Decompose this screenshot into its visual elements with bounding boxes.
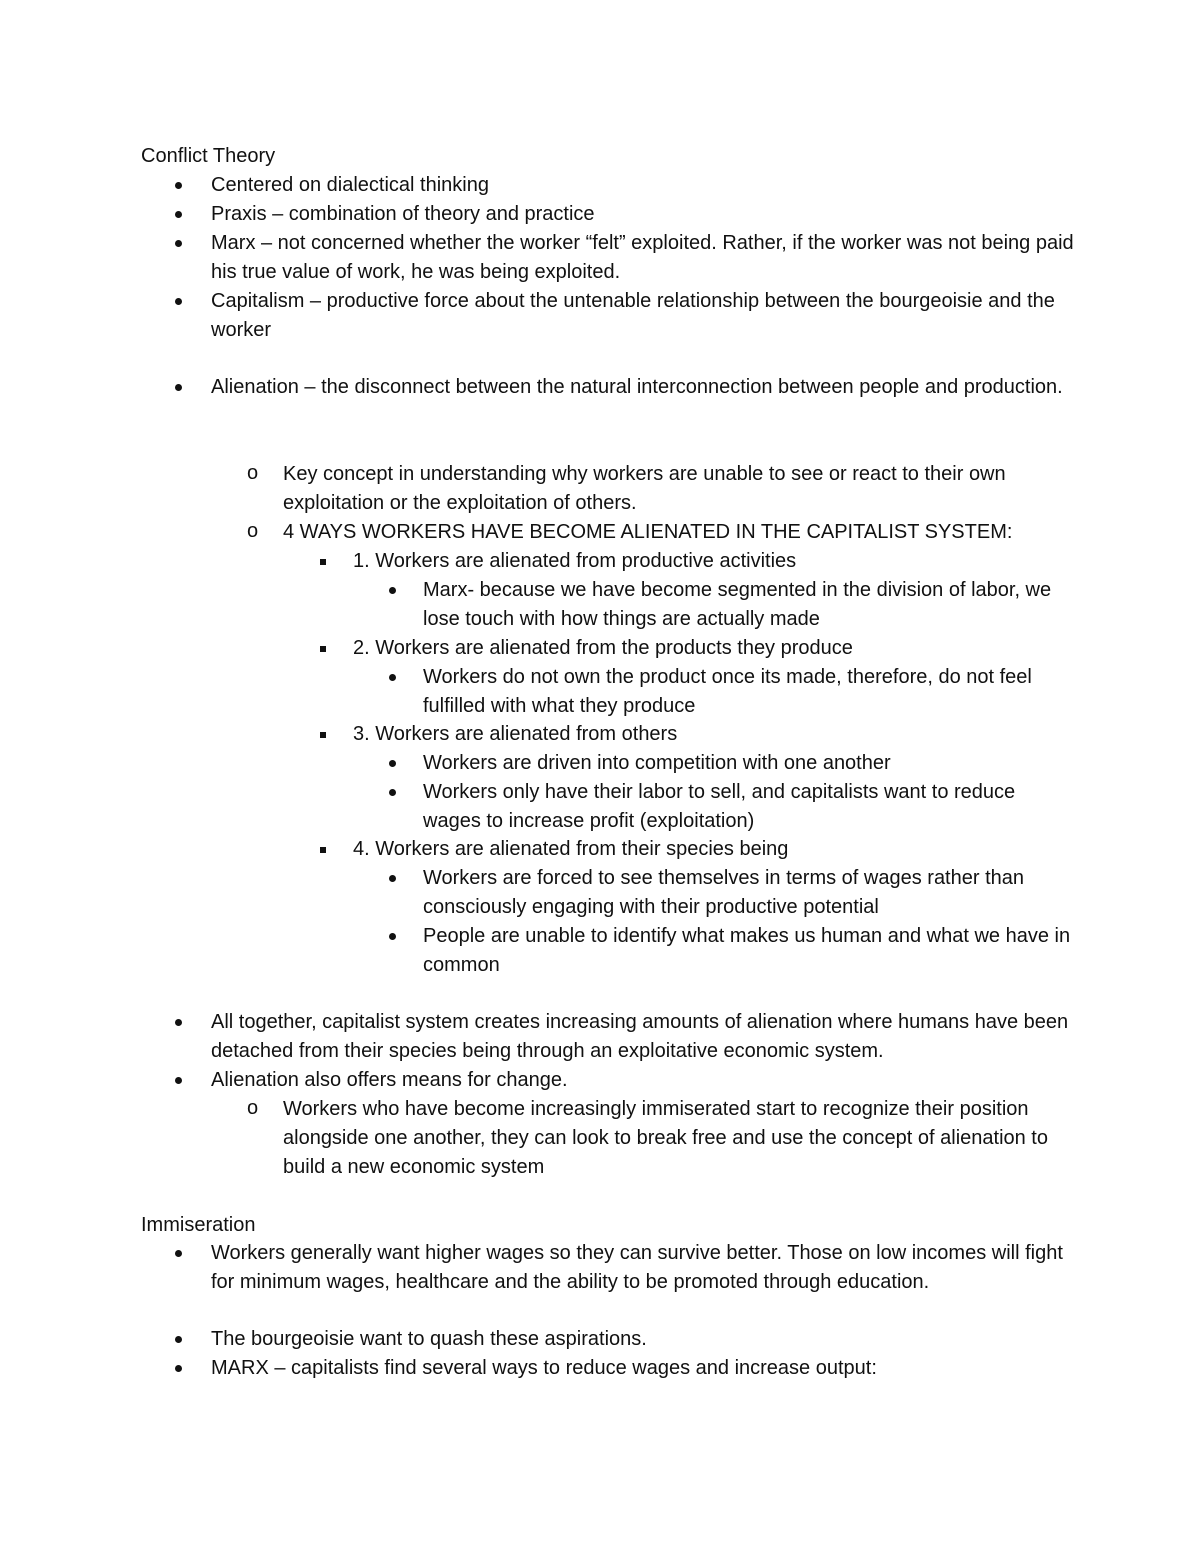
- section-heading-immiseration: Immiseration: [141, 1214, 256, 1236]
- square-bullet-icon: [320, 646, 326, 652]
- bullet-disc-icon: [175, 298, 182, 305]
- bullet-item: [211, 1354, 1071, 1383]
- bullet-item: [211, 1008, 1081, 1066]
- bullet-item: [211, 171, 1091, 200]
- bullet-item: [211, 1066, 1081, 1095]
- bullet-text: Workers generally want higher wages so they can survive better. Those on low incomes will fight for minimum wages, healthcare and the ability to be promoted through education.: [211, 1242, 1063, 1293]
- bullet-text: The bourgeoisie want to quash these aspirations.: [211, 1328, 647, 1350]
- bullet-item: [211, 1239, 1071, 1297]
- bullet-disc-icon: [175, 1365, 182, 1372]
- sub-bullet-text: 4 WAYS WORKERS HAVE BECOME ALIENATED IN THE CAPITALIST SYSTEM:: [283, 521, 1013, 543]
- sub-bullet-item: [247, 1095, 1063, 1182]
- bullet-text: Alienation – the disconnect between the natural interconnection between people and production.: [211, 376, 1063, 398]
- detail-bullet-text: Workers are forced to see themselves in terms of wages rather than consciously engaging with their productive potential: [423, 867, 1025, 918]
- section-heading-conflict-theory: Conflict Theory: [141, 145, 276, 167]
- square-bullet-item: [353, 720, 1073, 749]
- sub-bullet-text: Key concept in understanding why workers are unable to see or react to their own exploitation or the exploitation of others.: [283, 463, 1006, 514]
- bullet-item: [211, 373, 1081, 402]
- detail-bullet-item: [423, 778, 1023, 836]
- bullet-text: MARX – capitalists find several ways to reduce wages and increase output:: [211, 1357, 877, 1379]
- bullet-disc-icon: [175, 1019, 182, 1026]
- bullet-text: Capitalism – productive force about the untenable relationship between the bourgeoisie and the worker: [211, 290, 1055, 341]
- square-bullet-item: [353, 634, 1073, 663]
- bullet-disc-icon: [389, 789, 396, 796]
- bullet-text: Alienation also offers means for change.: [211, 1069, 568, 1091]
- square-bullet-icon: [320, 732, 326, 738]
- detail-bullet-item: [423, 663, 1073, 721]
- bullet-disc-icon: [389, 587, 396, 594]
- bullet-item: [211, 1325, 1071, 1354]
- detail-bullet-text: Workers only have their labor to sell, and capitalists want to reduce wages to increase profit (exploitation): [423, 781, 1016, 832]
- square-bullet-text: 2. Workers are alienated from the products they produce: [353, 637, 853, 659]
- bullet-disc-icon: [389, 674, 396, 681]
- circle-bullet-icon: o: [247, 462, 259, 484]
- detail-bullet-text: Workers are driven into competition with one another: [423, 752, 891, 774]
- bullet-disc-icon: [389, 933, 396, 940]
- square-bullet-item: [353, 547, 1073, 576]
- bullet-disc-icon: [175, 211, 182, 218]
- bullet-text: Marx – not concerned whether the worker “felt” exploited. Rather, if the worker was not being paid his true value of work, he was being exploited.: [211, 232, 1074, 283]
- detail-bullet-text: People are unable to identify what makes us human and what we have in common: [423, 925, 1071, 976]
- sub-bullet-item: [247, 518, 1083, 547]
- bullet-disc-icon: [389, 875, 396, 882]
- bullet-disc-icon: [389, 760, 396, 767]
- bullet-text: Centered on dialectical thinking: [211, 174, 489, 196]
- bullet-text: Praxis – combination of theory and practice: [211, 203, 595, 225]
- bullet-item: [211, 200, 1091, 229]
- square-bullet-text: 4. Workers are alienated from their species being: [353, 838, 789, 860]
- square-bullet-icon: [320, 847, 326, 853]
- sub-bullet-text: Workers who have become increasingly immiserated start to recognize their position alongside one another, they can look to break free and use the concept of alienation to build a new economic system: [283, 1098, 1048, 1178]
- detail-bullet-text: Workers do not own the product once its made, therefore, do not feel fulfilled with what they produce: [423, 666, 1032, 717]
- detail-bullet-text: Marx- because we have become segmented in the division of labor, we lose touch with how things are actually made: [423, 579, 1052, 630]
- circle-bullet-icon: o: [247, 520, 259, 542]
- bullet-item: [211, 287, 1091, 345]
- bullet-disc-icon: [175, 182, 182, 189]
- square-bullet-text: 3. Workers are alienated from others: [353, 723, 678, 745]
- circle-bullet-icon: o: [247, 1097, 259, 1119]
- bullet-disc-icon: [175, 240, 182, 247]
- square-bullet-icon: [320, 559, 326, 565]
- detail-bullet-item: [423, 864, 1053, 922]
- detail-bullet-item: [423, 576, 1053, 634]
- bullet-disc-icon: [175, 1077, 182, 1084]
- bullet-disc-icon: [175, 1336, 182, 1343]
- square-bullet-text: 1. Workers are alienated from productive activities: [353, 550, 797, 572]
- bullet-item: [211, 229, 1091, 287]
- square-bullet-item: [353, 835, 1073, 864]
- bullet-disc-icon: [175, 1250, 182, 1257]
- sub-bullet-item: [247, 460, 1083, 518]
- bullet-disc-icon: [175, 384, 182, 391]
- detail-bullet-item: [423, 922, 1073, 980]
- bullet-text: All together, capitalist system creates increasing amounts of alienation where humans have been detached from their species being through an exploitative economic system.: [211, 1011, 1069, 1062]
- detail-bullet-item: [423, 749, 1073, 778]
